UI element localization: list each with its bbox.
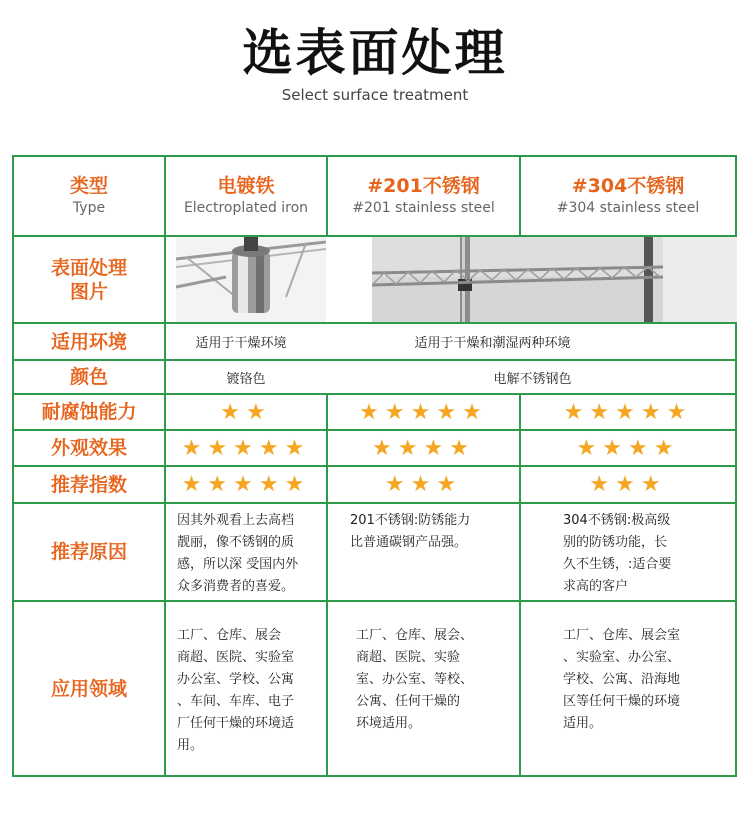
star-icon: ★ [384,399,411,425]
env-col1: 适用于干燥环境 [195,336,287,351]
usage-col1: 工厂、仓库、展会 商超、医院、实验室 办公室、学校、公寓 、车间、车库、电子 厂任何干燥的环境适 用。 [177,628,295,753]
usage-col2: 工厂、仓库、展会、 商超、医院、实验 室、办公室、等校、 公寓、任何干燥的 环境适用。 [356,628,474,731]
row-label-recommend-text: 推荐指数 [50,473,127,496]
star-icon: ★ [449,435,475,461]
corrosion-rating-col2 [328,395,519,429]
corrosion-rating-col3 [521,395,735,429]
reason-col2: 201不锈钢:防锈能力 比普通碳钢产品强。 [350,513,471,550]
appearance-rating-col3 [521,431,735,465]
star-icon: ★ [410,472,437,497]
env-col23: 适用于干燥和潮湿两种环境 [414,336,571,351]
star-icon: ★ [220,399,246,425]
star-icon: ★ [576,435,603,461]
star-icon: ★ [384,472,411,497]
reason-col1: 因其外观看上去高档 靓丽，像不锈钢的质 感，所以深 受国内外 众多消费者的喜爱。 [177,513,299,594]
header-col3-sub: #304 stainless steel [556,200,700,216]
page-subtitle: Select surface treatment [281,86,469,104]
reason-col3: 304不锈钢:极高级 别的防锈功能，长 久不生锈，:适合要 求高的客户 [563,513,672,594]
header-type-sub: Type [72,200,106,216]
usage-col3: 工厂、仓库、展会室 、实验室、办公室、 学校、公寓、沿海地 区等任何干燥的环境 适用。 [563,628,681,731]
row-label-image-text: 表面处理 图片 [50,256,127,303]
star-icon: ★ [589,399,616,425]
star-icon: ★ [628,435,654,461]
row-label-corrosion [14,395,164,429]
row-label-recommend [14,467,164,502]
star-icon: ★ [589,472,616,497]
star-icon: ★ [258,435,285,461]
row-label-reason-text: 推荐原因 [50,541,127,563]
header-col2-title: #201不锈钢 [367,175,480,197]
row-label-color-text: 颜色 [69,366,108,388]
color-col23: 电解不锈钢色 [493,371,572,387]
star-icon: ★ [462,399,488,425]
star-icon: ★ [372,435,398,461]
star-icon: ★ [207,472,234,497]
star-icon: ★ [207,435,234,461]
header-col1 [166,157,326,235]
star-icon: ★ [666,399,693,425]
row-label-corrosion-text: 耐腐蚀能力 [41,401,137,423]
row-label-appearance [14,431,164,465]
star-icon: ★ [233,435,259,461]
row-label-usage [14,602,164,775]
star-icon: ★ [258,472,285,497]
star-icon: ★ [653,435,680,461]
color-col1: 镀铬色 [226,371,266,387]
row-label-environment [14,324,164,359]
appearance-rating-col1 [166,431,326,465]
recommend-rating-col1 [166,467,326,502]
corrosion-rating-col1 [166,395,326,429]
header-col1-title: 电镀铁 [217,175,275,197]
star-icon: ★ [436,472,463,497]
header-type-label: 类型 [69,175,108,197]
row-label-appearance-text: 外观效果 [50,437,127,459]
header-type [14,157,164,235]
row-label-usage-text: 应用领域 [50,677,127,700]
page-title: 选表面处理 [242,24,508,82]
star-icon: ★ [640,472,667,497]
header-col2-sub: #201 stainless steel [352,200,495,216]
star-icon: ★ [233,472,259,497]
electroplated-iron-photo [176,237,326,322]
star-icon: ★ [359,399,385,425]
star-icon: ★ [181,435,208,461]
star-icon: ★ [410,399,437,425]
star-icon: ★ [436,399,463,425]
row-label-image [14,237,164,322]
row-label-reason [14,504,164,600]
stainless-shelf-photo [372,237,663,322]
star-icon: ★ [181,472,208,497]
star-icon: ★ [615,399,641,425]
star-icon: ★ [602,435,628,461]
header-col3 [521,157,735,235]
star-icon: ★ [615,472,641,497]
recommend-rating-col3 [521,467,735,502]
header-col3-title: #304不锈钢 [571,175,685,197]
grid-line [164,155,166,777]
row-label-color [14,361,164,393]
star-icon: ★ [284,435,311,461]
header-col1-sub: Electroplated iron [183,200,309,216]
star-icon: ★ [284,472,311,497]
star-icon: ★ [640,399,667,425]
row-label-environment-text: 适用环境 [50,330,127,353]
appearance-rating-col2 [328,431,519,465]
star-icon: ★ [246,399,272,425]
header-col2 [328,157,519,235]
stainless-shelf-photo-edge [663,237,737,322]
star-icon: ★ [563,399,590,425]
star-icon: ★ [397,435,424,461]
recommend-rating-col2 [328,467,519,502]
star-icon: ★ [423,435,450,461]
